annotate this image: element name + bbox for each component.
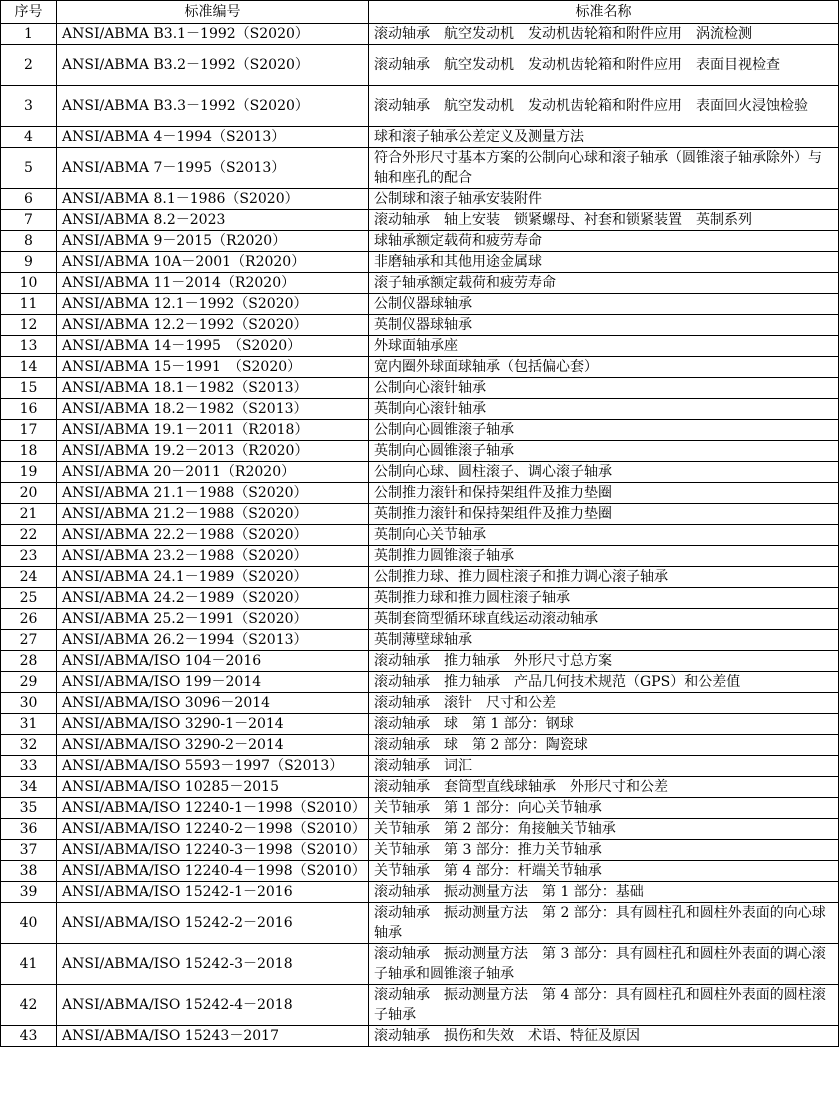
standard-code-cell: ANSI/ABMA 19.1－2011（R2018）: [57, 420, 369, 441]
table-row: [1, 294, 839, 315]
table-row: [1, 546, 839, 567]
standard-code-cell: ANSI/ABMA 21.2－1988（S2020）: [57, 504, 369, 525]
standard-name-cell: 滚动轴承 推力轴承 外形尺寸总方案: [369, 651, 839, 672]
standard-name-cell: 英制推力滚针和保持架组件及推力垫圈: [369, 504, 839, 525]
table-row: [1, 525, 839, 546]
serial-number-cell: 38: [1, 861, 57, 882]
serial-number-cell: 27: [1, 630, 57, 651]
standard-name-cell: 公制向心球、圆柱滚子、调心滚子轴承: [369, 462, 839, 483]
serial-number-cell: 11: [1, 294, 57, 315]
standard-code-cell: ANSI/ABMA 23.2－1988（S2020）: [57, 546, 369, 567]
standard-name-cell: 关节轴承 第 4 部分：杆端关节轴承: [369, 861, 839, 882]
table-row: [1, 735, 839, 756]
table-row: [1, 252, 839, 273]
standard-code-cell: ANSI/ABMA 21.1－1988（S2020）: [57, 483, 369, 504]
serial-number-cell: 25: [1, 588, 57, 609]
table-row: [1, 944, 839, 985]
serial-number-cell: 21: [1, 504, 57, 525]
serial-number-cell: 33: [1, 756, 57, 777]
table-row: [1, 127, 839, 148]
standard-name-cell: 英制推力球和推力圆柱滚子轴承: [369, 588, 839, 609]
serial-number-cell: 10: [1, 273, 57, 294]
table-row: [1, 903, 839, 944]
standard-name-cell: 滚子轴承额定载荷和疲劳寿命: [369, 273, 839, 294]
header-row: [1, 1, 839, 24]
standard-name-cell: 滚动轴承 球 第 1 部分：钢球: [369, 714, 839, 735]
standard-name-cell: 英制仪器球轴承: [369, 315, 839, 336]
table-row: [1, 985, 839, 1026]
standard-code-cell: ANSI/ABMA/ISO 3096－2014: [57, 693, 369, 714]
standard-code-cell: ANSI/ABMA/ISO 12240-3－1998（S2010）: [57, 840, 369, 861]
serial-number-cell: 12: [1, 315, 57, 336]
standard-code-cell: ANSI/ABMA/ISO 3290-2－2014: [57, 735, 369, 756]
serial-number-cell: 2: [1, 45, 57, 86]
serial-number-cell: 19: [1, 462, 57, 483]
serial-number-cell: 6: [1, 189, 57, 210]
table-row: [1, 588, 839, 609]
serial-number-cell: 4: [1, 127, 57, 148]
table-row: [1, 819, 839, 840]
standard-name-cell: 球轴承额定载荷和疲劳寿命: [369, 231, 839, 252]
table-row: [1, 378, 839, 399]
standard-code-cell: ANSI/ABMA 10A－2001（R2020）: [57, 252, 369, 273]
standard-name-cell: 关节轴承 第 1 部分：向心关节轴承: [369, 798, 839, 819]
standard-name-cell: 公制仪器球轴承: [369, 294, 839, 315]
serial-number-cell: 28: [1, 651, 57, 672]
table-row: [1, 840, 839, 861]
standard-name-cell: 滚动轴承 套筒型直线球轴承 外形尺寸和公差: [369, 777, 839, 798]
serial-number-cell: 3: [1, 86, 57, 127]
standard-code-cell: ANSI/ABMA 11－2014（R2020）: [57, 273, 369, 294]
header-standard-name: 标准名称: [369, 1, 839, 24]
standard-name-cell: 公制推力球、推力圆柱滚子和推力调心滚子轴承: [369, 567, 839, 588]
standard-code-cell: ANSI/ABMA 18.1－1982（S2013）: [57, 378, 369, 399]
standard-code-cell: ANSI/ABMA B3.3－1992（S2020）: [57, 86, 369, 127]
serial-number-cell: 16: [1, 399, 57, 420]
serial-number-cell: 17: [1, 420, 57, 441]
standard-code-cell: ANSI/ABMA/ISO 15242-1－2016: [57, 882, 369, 903]
serial-number-cell: 26: [1, 609, 57, 630]
table-row: [1, 420, 839, 441]
standard-code-cell: ANSI/ABMA/ISO 12240-2－1998（S2010）: [57, 819, 369, 840]
standard-code-cell: ANSI/ABMA 24.1－1989（S2020）: [57, 567, 369, 588]
table-row: [1, 630, 839, 651]
standard-name-cell: 滚动轴承 航空发动机 发动机齿轮箱和附件应用 表面回火浸蚀检验: [369, 86, 839, 127]
serial-number-cell: 43: [1, 1026, 57, 1047]
table-row: [1, 210, 839, 231]
serial-number-cell: 35: [1, 798, 57, 819]
standard-name-cell: 公制球和滚子轴承安装附件: [369, 189, 839, 210]
standard-name-cell: 关节轴承 第 3 部分：推力关节轴承: [369, 840, 839, 861]
table-row: [1, 882, 839, 903]
table-row: [1, 86, 839, 127]
standard-code-cell: ANSI/ABMA/ISO 12240-4－1998（S2010）: [57, 861, 369, 882]
serial-number-cell: 32: [1, 735, 57, 756]
standard-code-cell: ANSI/ABMA/ISO 3290-1－2014: [57, 714, 369, 735]
serial-number-cell: 15: [1, 378, 57, 399]
standard-name-cell: 英制向心关节轴承: [369, 525, 839, 546]
standard-code-cell: ANSI/ABMA 20－2011（R2020）: [57, 462, 369, 483]
serial-number-cell: 40: [1, 903, 57, 944]
table-row: [1, 798, 839, 819]
serial-number-cell: 42: [1, 985, 57, 1026]
standard-name-cell: 英制推力圆锥滚子轴承: [369, 546, 839, 567]
standard-code-cell: ANSI/ABMA 18.2－1982（S2013）: [57, 399, 369, 420]
standard-name-cell: 滚动轴承 轴上安装 锁紧螺母、衬套和锁紧装置 英制系列: [369, 210, 839, 231]
standard-code-cell: ANSI/ABMA/ISO 12240-1－1998（S2010）: [57, 798, 369, 819]
standard-code-cell: ANSI/ABMA 24.2－1989（S2020）: [57, 588, 369, 609]
table-row: [1, 336, 839, 357]
standard-code-cell: ANSI/ABMA 12.1－1992（S2020）: [57, 294, 369, 315]
standard-name-cell: 滚动轴承 振动测量方法 第 3 部分：具有圆柱孔和圆柱外表面的调心滚子轴承和圆锥滚子轴承: [369, 944, 839, 985]
standard-code-cell: ANSI/ABMA 19.2－2013（R2020）: [57, 441, 369, 462]
serial-number-cell: 37: [1, 840, 57, 861]
standard-code-cell: ANSI/ABMA/ISO 15242-3－2018: [57, 944, 369, 985]
standard-name-cell: 公制推力滚针和保持架组件及推力垫圈: [369, 483, 839, 504]
header-standard-code: 标准编号: [57, 1, 369, 24]
serial-number-cell: 7: [1, 210, 57, 231]
serial-number-cell: 13: [1, 336, 57, 357]
serial-number-cell: 23: [1, 546, 57, 567]
table-row: [1, 504, 839, 525]
standard-code-cell: ANSI/ABMA 7－1995（S2013）: [57, 148, 369, 189]
standard-code-cell: ANSI/ABMA/ISO 104－2016: [57, 651, 369, 672]
serial-number-cell: 14: [1, 357, 57, 378]
serial-number-cell: 30: [1, 693, 57, 714]
standard-code-cell: ANSI/ABMA/ISO 15242-2－2016: [57, 903, 369, 944]
table-row: [1, 399, 839, 420]
standard-code-cell: ANSI/ABMA 12.2－1992（S2020）: [57, 315, 369, 336]
standard-code-cell: ANSI/ABMA B3.1－1992（S2020）: [57, 24, 369, 45]
table-row: [1, 609, 839, 630]
standard-code-cell: ANSI/ABMA 22.2－1988（S2020）: [57, 525, 369, 546]
table-row: [1, 273, 839, 294]
standard-name-cell: 外球面轴承座: [369, 336, 839, 357]
serial-number-cell: 24: [1, 567, 57, 588]
standard-name-cell: 滚动轴承 损伤和失效 术语、特征及原因: [369, 1026, 839, 1047]
standard-name-cell: 公制向心圆锥滚子轴承: [369, 420, 839, 441]
serial-number-cell: 9: [1, 252, 57, 273]
standard-name-cell: 滚动轴承 振动测量方法 第 1 部分：基础: [369, 882, 839, 903]
standard-code-cell: ANSI/ABMA 8.1－1986（S2020）: [57, 189, 369, 210]
serial-number-cell: 1: [1, 24, 57, 45]
standard-name-cell: 英制向心圆锥滚子轴承: [369, 441, 839, 462]
standard-name-cell: 滚动轴承 球 第 2 部分：陶瓷球: [369, 735, 839, 756]
table-row: [1, 693, 839, 714]
standard-name-cell: 英制薄壁球轴承: [369, 630, 839, 651]
serial-number-cell: 22: [1, 525, 57, 546]
standard-code-cell: ANSI/ABMA 14－1995 （S2020）: [57, 336, 369, 357]
serial-number-cell: 36: [1, 819, 57, 840]
table-row: [1, 483, 839, 504]
serial-number-cell: 18: [1, 441, 57, 462]
table-row: [1, 45, 839, 86]
table-row: [1, 1026, 839, 1047]
table-row: [1, 756, 839, 777]
serial-number-cell: 41: [1, 944, 57, 985]
standard-name-cell: 球和滚子轴承公差定义及测量方法: [369, 127, 839, 148]
standard-name-cell: 宽内圈外球面球轴承（包括偏心套）: [369, 357, 839, 378]
standard-name-cell: 英制套筒型循环球直线运动滚动轴承: [369, 609, 839, 630]
standard-name-cell: 滚动轴承 滚针 尺寸和公差: [369, 693, 839, 714]
serial-number-cell: 8: [1, 231, 57, 252]
serial-number-cell: 39: [1, 882, 57, 903]
standard-name-cell: 滚动轴承 航空发动机 发动机齿轮箱和附件应用 表面目视检查: [369, 45, 839, 86]
table-row: [1, 231, 839, 252]
standard-code-cell: ANSI/ABMA 15－1991 （S2020）: [57, 357, 369, 378]
standard-name-cell: 滚动轴承 振动测量方法 第 2 部分：具有圆柱孔和圆柱外表面的向心球轴承: [369, 903, 839, 944]
standard-name-cell: 滚动轴承 航空发动机 发动机齿轮箱和附件应用 涡流检测: [369, 24, 839, 45]
serial-number-cell: 31: [1, 714, 57, 735]
table-row: [1, 189, 839, 210]
standard-name-cell: 滚动轴承 词汇: [369, 756, 839, 777]
standard-code-cell: ANSI/ABMA 4－1994（S2013）: [57, 127, 369, 148]
table-row: [1, 24, 839, 45]
standard-name-cell: 公制向心滚针轴承: [369, 378, 839, 399]
serial-number-cell: 29: [1, 672, 57, 693]
standard-code-cell: ANSI/ABMA 9－2015（R2020）: [57, 231, 369, 252]
table-row: [1, 567, 839, 588]
standard-code-cell: ANSI/ABMA/ISO 5593－1997（S2013）: [57, 756, 369, 777]
table-row: [1, 315, 839, 336]
table-body: [1, 24, 839, 1047]
standard-name-cell: 滚动轴承 振动测量方法 第 4 部分：具有圆柱孔和圆柱外表面的圆柱滚子轴承: [369, 985, 839, 1026]
table-row: [1, 148, 839, 189]
standard-name-cell: 滚动轴承 推力轴承 产品几何技术规范（GPS）和公差值: [369, 672, 839, 693]
serial-number-cell: 20: [1, 483, 57, 504]
standard-name-cell: 英制向心滚针轴承: [369, 399, 839, 420]
table-row: [1, 714, 839, 735]
table-row: [1, 651, 839, 672]
standard-code-cell: ANSI/ABMA/ISO 15242-4－2018: [57, 985, 369, 1026]
table-row: [1, 672, 839, 693]
standard-code-cell: ANSI/ABMA/ISO 15243－2017: [57, 1026, 369, 1047]
standard-name-cell: 非磨轴承和其他用途金属球: [369, 252, 839, 273]
table-row: [1, 777, 839, 798]
standard-code-cell: ANSI/ABMA 26.2－1994（S2013）: [57, 630, 369, 651]
serial-number-cell: 5: [1, 148, 57, 189]
standard-name-cell: 符合外形尺寸基本方案的公制向心球和滚子轴承（圆锥滚子轴承除外）与轴和座孔的配合: [369, 148, 839, 189]
standard-name-cell: 关节轴承 第 2 部分：角接触关节轴承: [369, 819, 839, 840]
serial-number-cell: 34: [1, 777, 57, 798]
table-row: [1, 441, 839, 462]
standard-code-cell: ANSI/ABMA/ISO 10285－2015: [57, 777, 369, 798]
standard-code-cell: ANSI/ABMA/ISO 199－2014: [57, 672, 369, 693]
standard-code-cell: ANSI/ABMA 8.2－2023: [57, 210, 369, 231]
table-row: [1, 357, 839, 378]
standard-code-cell: ANSI/ABMA 25.2－1991（S2020）: [57, 609, 369, 630]
standard-code-cell: ANSI/ABMA B3.2－1992（S2020）: [57, 45, 369, 86]
header-serial-number: 序号: [1, 1, 57, 24]
table-row: [1, 462, 839, 483]
table-row: [1, 861, 839, 882]
